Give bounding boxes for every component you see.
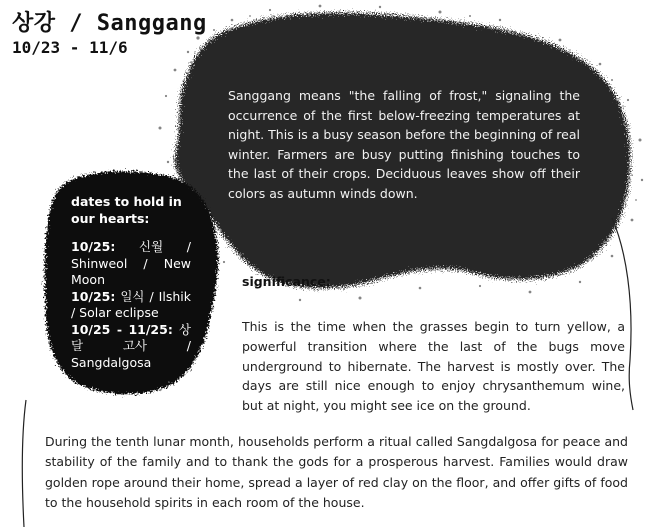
page-title: 상강 / Sanggang (12, 11, 207, 36)
significance-heading: significance: (242, 274, 331, 289)
date-item-text: 상달 고사 / Sangdalgosa (71, 321, 191, 370)
intro-paragraph: Sanggang means "the falling of frost," signaling the occurrence of the first below-freezing temperatures at night. This is a busy season before the beginning of real winter. Farmers are busy putting finishing touches to the last of their crops. Deciduous leaves show off their colors as autumn winds down. (228, 88, 580, 201)
date-item-date: 10/25: (71, 288, 116, 304)
dates-to-hold (71, 194, 191, 371)
date-item-text: 신월 / Shinweol / New Moon (71, 239, 191, 287)
left-stem-line (22, 400, 26, 527)
date-item-text: 일식 / Ilshik / Solar eclipse (71, 288, 191, 320)
significance-paragraph: This is the time when the grasses begin to turn yellow, a powerful transition where the last of the bugs move underground to hibernate. The harvest is mostly over. The days are still nice enough to enjoy chrysanthemum wine, but at night, you might see ice on the ground. (242, 319, 625, 414)
date-item-new-moon (71, 239, 191, 289)
dates-heading: dates to hold in our hearts: (71, 194, 182, 226)
date-item-date: 10/25: (71, 239, 116, 254)
date-item-sangdalgosa (71, 322, 191, 372)
date-range: 10/23 - 11/6 (12, 38, 128, 57)
date-item-date: 10/25 - 11/25: (71, 321, 173, 337)
date-item-solar-eclipse (71, 289, 191, 322)
ritual-paragraph: During the tenth lunar month, households perform a ritual called Sangdalgosa for peace and stability of the family and to thank the gods for a prosperous harvest. Families would draw golden rope around their home, spread a layer of red clay on the floor, and offer gifts of food to the household spirits in each room of the house. (45, 434, 628, 511)
